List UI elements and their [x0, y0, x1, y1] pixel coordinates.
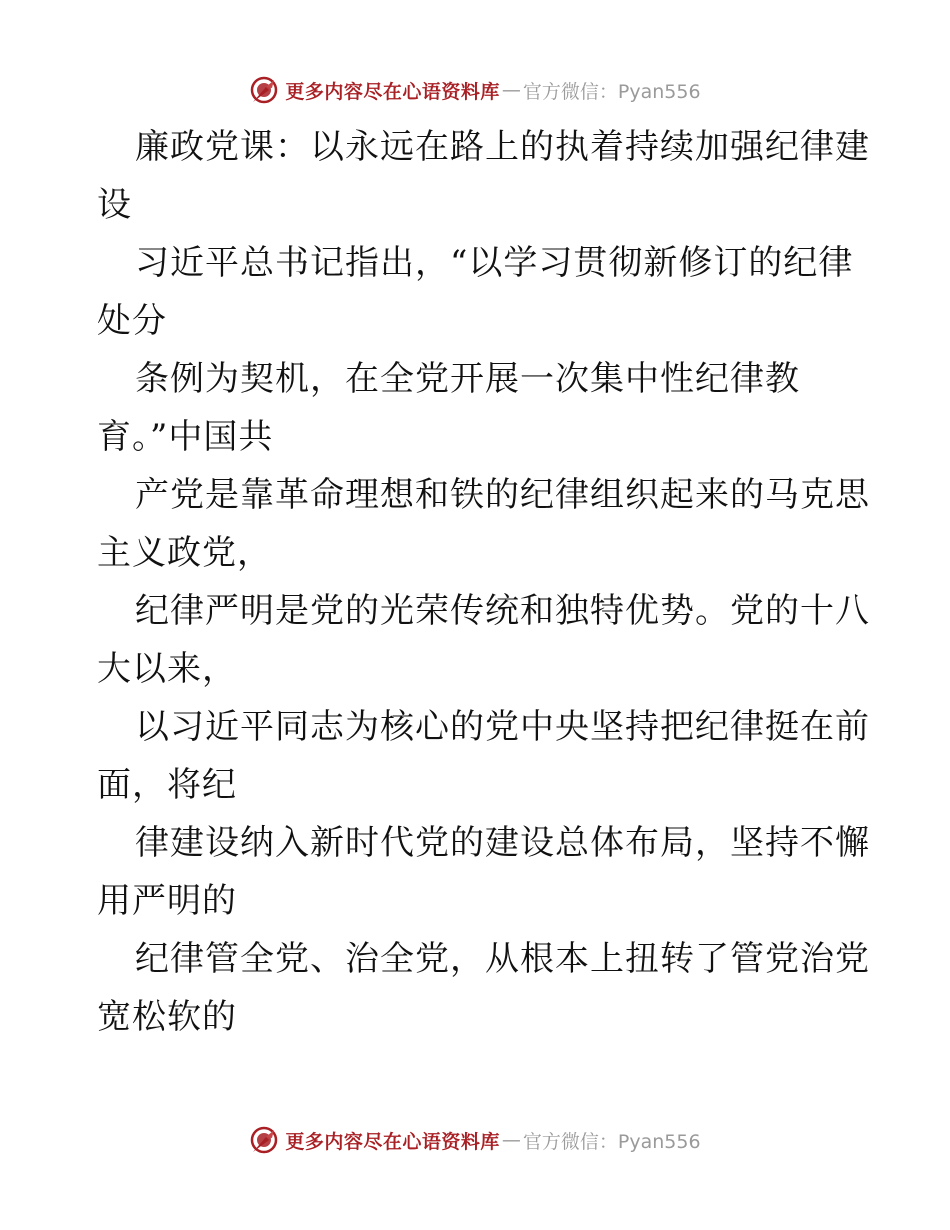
header-watermark-banner — [0, 72, 950, 108]
paragraph-line-wrap: 用严明的 — [97, 881, 237, 921]
document-body — [97, 118, 870, 1046]
banner-prefix-text: 更多内容尽在心语资料库 — [285, 1130, 500, 1153]
banner-wechat-text: 官方微信：Pyan556 — [522, 1130, 701, 1153]
title-line-wrap: 设 — [97, 185, 132, 225]
paragraph-line: 纪律严明是党的光荣传统和独特优势。党的十八 — [135, 591, 870, 631]
paragraph-line-wrap: 育。”中国共 — [97, 417, 274, 457]
banner-prefix-text: 更多内容尽在心语资料库 — [285, 80, 500, 103]
paragraph-line: 纪律管全党、治全党，从根本上扭转了管党治党 — [135, 939, 870, 979]
paragraph-line: 产党是靠革命理想和铁的纪律组织起来的马克思 — [135, 475, 870, 515]
paragraph-line-wrap: 处分 — [97, 301, 167, 341]
paragraph-line-wrap: 大以来， — [97, 649, 237, 689]
title-line: 廉政党课：以永远在路上的执着持续加强纪律建 — [135, 127, 870, 167]
paragraph-line-wrap: 面，将纪 — [97, 765, 237, 805]
paragraph-line-wrap: 宽松软的 — [97, 997, 237, 1037]
paragraph-line: 习近平总书记指出，“以学习贯彻新修订的纪律 — [135, 243, 854, 283]
paragraph-line: 以习近平同志为核心的党中央坚持把纪律挺在前 — [135, 707, 870, 747]
paragraph-line-wrap: 主义政党， — [97, 533, 272, 573]
quill-pen-logo-icon — [249, 1125, 279, 1155]
banner-dash: — — [501, 1129, 521, 1151]
banner-wechat-text: 官方微信：Pyan556 — [522, 80, 701, 103]
quill-pen-logo-icon — [249, 75, 279, 105]
paragraph-line: 律建设纳入新时代党的建设总体布局，坚持不懈 — [135, 823, 870, 863]
banner-dash: — — [501, 79, 521, 101]
footer-watermark-banner — [0, 1122, 950, 1158]
paragraph-line: 条例为契机，在全党开展一次集中性纪律教 — [135, 359, 800, 399]
